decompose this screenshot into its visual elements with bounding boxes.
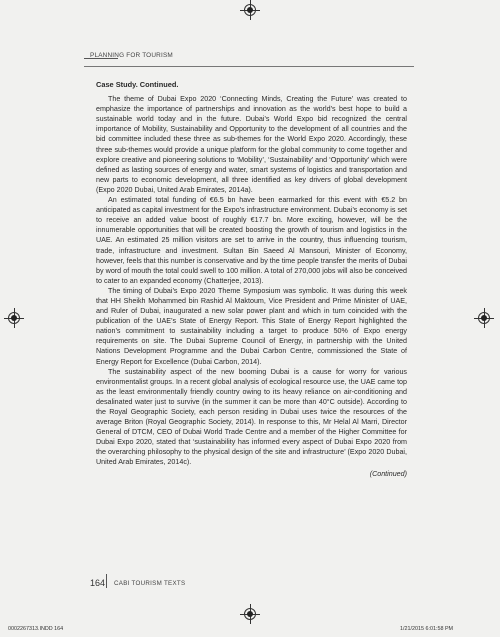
registration-mark-right-icon [478, 312, 490, 324]
paragraph: An estimated total funding of €6.5 bn have been earmarked for this event with €5.2 bn anticipated as capital investment for the Expo’s infrastructure environment. Dubai’s economy is set to receive an added value boost of roughly €17.7 bn. More exciting, however, will be the innumerable opportunities that will be created boosting the growth of tourism and logistics in the UAE. An estimated 25 million visitors are set to arrive in the country, thus influencing tourism, trade, infrastructure and investment. Sultan Bin Saeed Al Mansouri, Minister of Economy, however, feels that this number is conservative and by the time people transfer the merits of Dubai by word of mouth the total could swell to 100 million. A total of 270,000 jobs will also be conceived to cater to an expanded economy (Chatterjee, 2013). [96, 196, 407, 285]
slug-file-name: 0002267313.INDD 164 [8, 626, 64, 632]
section-heading: Case Study. Continued. [96, 80, 179, 89]
registration-mark-left-icon [8, 312, 20, 324]
continued-label: (Continued) [369, 469, 407, 478]
header-rule [84, 66, 414, 67]
paragraph: The sustainability aspect of the new booming Dubai is a cause for worry for various environmentalist groups. In a recent global analysis of ecological resource use, the UAE came top as the least environmentally friendly country owing to its heavy reliance on air-conditioning and desalinated water just to survive (in the summer it can be more than 40°C outside). According to the Royal Geographic Society, each person residing in Dubai uses twice the resources of the average Briton (Royal Geographic Society, 2014). In response to this, Mr Helal Al Marri, Director General of DTCM, CEO of Dubai World Trade Centre and a member of the Higher Committee for Dubai Expo 2020, stated that ‘sustainability has informed every aspect of Dubai Expo 2020 from the overarching philosophy to the physical design of the site and infrastructure’ (Expo 2020 Dubai, United Arab Emirates, 2014c). [96, 367, 407, 467]
running-head: PLANNING FOR TOURISM [90, 52, 173, 59]
book-title: CABI TOURISM TEXTS [114, 580, 186, 587]
case-study-body [96, 80, 407, 479]
registration-mark-top-icon [244, 4, 256, 16]
registration-mark-bottom-icon [244, 608, 256, 620]
page-number: 164 [90, 578, 106, 588]
slug-timestamp: 1/21/2015 6:01:58 PM [400, 626, 454, 632]
paragraph: The timing of Dubai’s Expo 2020 Theme Symposium was symbolic. It was during this week that HH Sheikh Mohammed bin Rashid Al Maktoum, Vice President and Prime Minister of UAE, and Ruler of Dubai, inaugurated a new solar power plant and which in turn coincided with the publication of the UAE’s State of Energy Report. This State of Energy Report highlighted the nation’s commitment to sustainability including a target to produce 50% of Expo energy requirements on site. The Dubai Supreme Council of Energy, in partnership with the United Nations Development Programme and the Dubai Carbon Centre, commissioned the State of Energy Report for Excellence (Dubai Carbon, 2014). [96, 286, 407, 366]
paragraph: The theme of Dubai Expo 2020 ‘Connecting Minds, Creating the Future’ was created to emphasize the importance of partnerships and innovation as the world’s best hope to build a sustainable world today and in the future. Dubai’s World Expo bid recognized the central importance of Mobility, Sustainability and Opportunity to the development of all countries and the bid committee included these three as sub-themes for the World Expo 2020. Accordingly, these three sub-themes would provide a unique platform for the global community to come together and explore creative and pioneering solutions to ‘Mobility’, ‘Sustainability’ and ‘Opportunity’ which were defined as lasting sources of energy and water, smart systems of logistics and transportation and new parts to economic development, all three identified as key drivers of global development (Expo 2020 Dubai, United Arab Emirates, 2014a). [96, 95, 407, 194]
footer-divider [106, 574, 107, 588]
